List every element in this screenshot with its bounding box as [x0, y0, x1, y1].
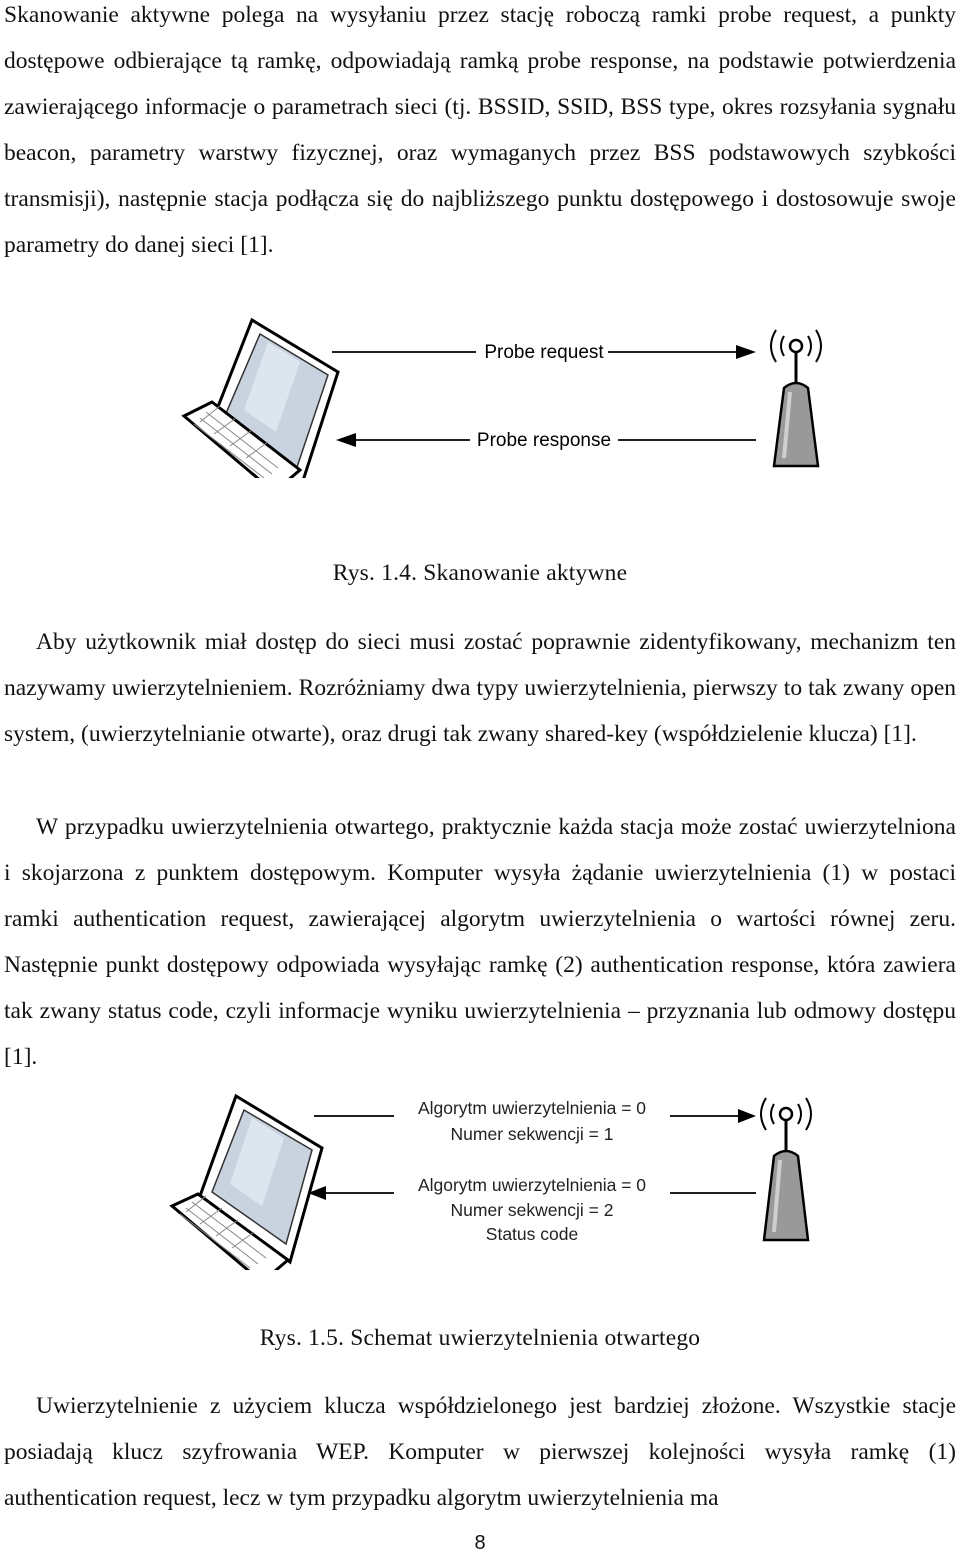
access-point-icon — [771, 330, 821, 466]
figure-1-caption: Rys. 1.4. Skanowanie aktywne — [332, 560, 628, 586]
figure-open-authentication — [0, 1090, 960, 1270]
auth-response-status-label: Status code — [485, 1224, 579, 1244]
auth-request-arrowhead — [738, 1109, 756, 1123]
figure-2-caption: Rys. 1.5. Schemat uwierzytelnienia otwartego — [259, 1325, 701, 1351]
paragraph-active-scanning: Skanowanie aktywne polega na wysyłaniu przez stację roboczą ramki probe request, a punkty dostępowe odbierające tą ramkę, odpowiadają ramką probe response, na podstawie potwierdzenia zawierającego informacje o parametrach sieci (tj. BSSID, SSID, BSS type, okres rozsyłania sygnału beacon, parametry warstwy fizycznej, oraz wymaganych przez BSS podstawowych szybkości transmisji), następnie stacja podłącza się do najbliższego punktu dostępowego i dostosowuje swoje parametry do danej sieci [1]. — [4, 2, 956, 258]
auth-response-sequence-label: Numer sekwencji = 2 — [450, 1200, 614, 1220]
auth-response-algorithm-label: Algorytm uwierzytelnienia = 0 — [417, 1175, 647, 1195]
auth-request-algorithm-label: Algorytm uwierzytelnienia = 0 — [417, 1098, 647, 1118]
page-number: 8 — [474, 1532, 486, 1554]
paragraph-open-authentication: W przypadku uwierzytelnienia otwartego, praktycznie każda stacja może zostać uwierzytelniona i skojarzona z punktem dostępowym. Komputer wysyła żądanie uwierzytelnienia (1) w postaci ramki authentication request, zawierającej algorytm uwierzytelnienia o wartości równej zeru. Następnie punkt dostępowy odpowiada wysyłając ramkę (2) authentication response, która zawiera tak zwany status code, czyli informacje wyniku uwierzytelnienia – przyznania lub odmowy dostępu [1]. — [4, 814, 956, 1070]
figure-active-scanning-svg — [0, 318, 960, 478]
figure-active-scanning — [0, 318, 960, 478]
probe-request-label: Probe request — [484, 342, 604, 363]
paragraph-shared-key: Uwierzytelnienie z użyciem klucza współdzielonego jest bardziej złożone. Wszystkie stacje posiadają klucz szyfrowania WEP. Komputer w pierwszej kolejności wysyła ramkę (1) authentication request, lecz w tym przypadku algorytm uwierzytelnienia ma — [4, 1393, 956, 1511]
auth-request-sequence-label: Numer sekwencji = 1 — [450, 1124, 614, 1144]
probe-response-label: Probe response — [476, 430, 612, 451]
figure-open-authentication-svg — [0, 1090, 960, 1270]
access-point-icon — [761, 1098, 811, 1240]
laptop-icon — [172, 1096, 322, 1270]
probe-response-arrowhead — [336, 433, 356, 447]
paragraph-authentication: Aby użytkownik miał dostęp do sieci musi zostać poprawnie zidentyfikowany, mechanizm ten nazywamy uwierzytelnieniem. Rozróżniamy dwa typy uwierzytelnienia, pierwszy to tak zwany open system, (uwierzytelnianie otwarte), oraz drugi tak zwany shared-key (współdzielenie klucza) [1]. — [4, 629, 956, 747]
probe-request-arrowhead — [736, 345, 756, 359]
laptop-icon — [184, 320, 338, 478]
